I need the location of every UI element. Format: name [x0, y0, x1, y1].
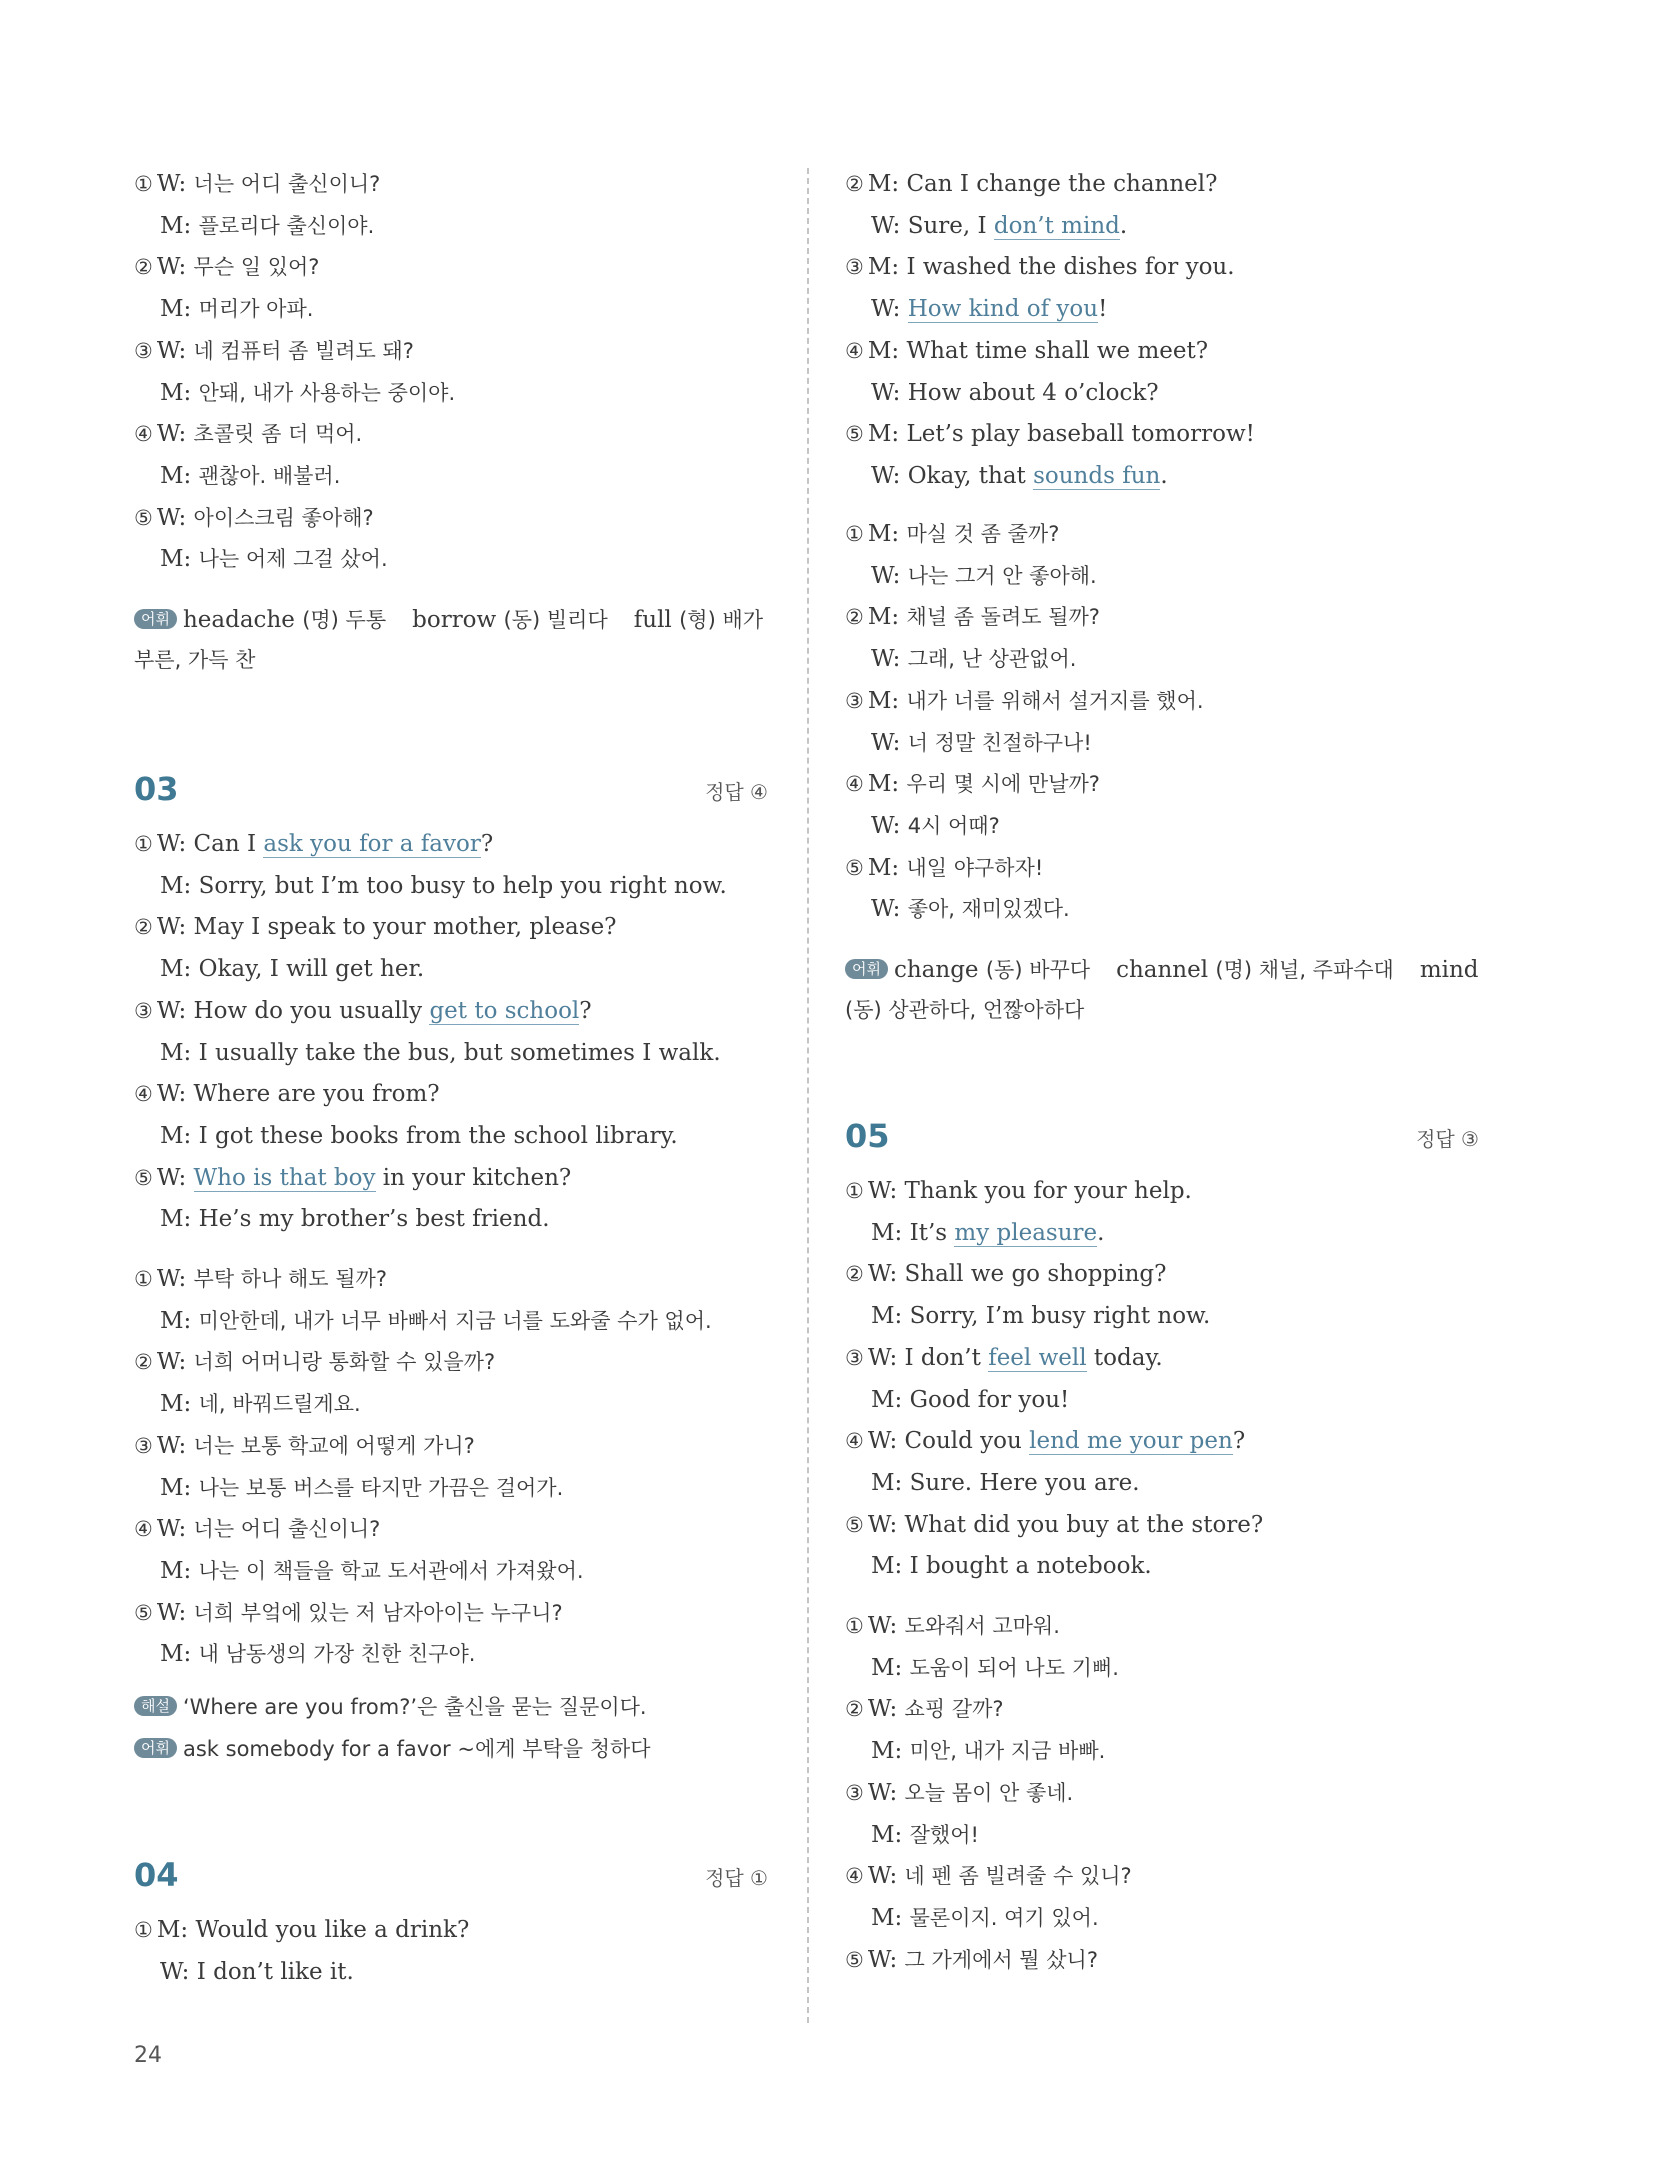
line-text: 괜찮아. 배불러.	[198, 463, 341, 488]
speaker-label: W:	[156, 914, 194, 941]
item-number: ⑤	[845, 855, 864, 880]
line-text: 우리 몇 시에 만날까?	[906, 772, 1100, 797]
speaker-label: W:	[156, 1081, 194, 1108]
speaker-label: M:	[871, 1469, 910, 1496]
line-text: 마실 것 좀 줄까?	[906, 522, 1060, 546]
dialogue-line	[134, 1263, 387, 1295]
line-text: 초콜릿 좀 더 먹어.	[193, 422, 363, 447]
line-text: What time shall we meet?	[906, 337, 1209, 364]
explanation-tag: 해설	[134, 1696, 177, 1716]
line-text: in your kitchen?	[375, 1164, 572, 1191]
speaker-label: M:	[867, 687, 907, 714]
line-text: I washed the dishes for you.	[906, 254, 1235, 281]
dialogue-line	[134, 1430, 475, 1462]
item-number: ④	[134, 422, 153, 447]
speaker-label: M:	[867, 854, 907, 881]
part-of-speech: (형)	[679, 608, 723, 632]
item-number: ②	[134, 915, 153, 940]
vocabulary-tag: 어휘	[134, 609, 177, 629]
speaker-label: M:	[160, 212, 199, 239]
line-text: 머리가 아파.	[198, 297, 314, 322]
dialogue-line	[845, 601, 1100, 633]
line-text: Sure, I	[907, 212, 994, 239]
line-text: Okay, I will get her.	[198, 956, 425, 983]
speaker-label: M:	[160, 1122, 199, 1149]
line-text: !	[1098, 296, 1108, 323]
item-number: ②	[845, 605, 864, 630]
line-text: 안돼, 내가 사용하는 중이야.	[198, 380, 456, 405]
speaker-label: M:	[867, 604, 907, 631]
line-text: .	[1160, 462, 1168, 489]
dialogue-line	[871, 893, 1070, 925]
speaker-label: W:	[867, 1863, 905, 1890]
line-text: Okay, that	[907, 462, 1034, 489]
line-text: Can I	[193, 831, 264, 857]
speaker-label: W:	[156, 254, 194, 281]
speaker-label: W:	[156, 1164, 194, 1191]
answer-blank: sounds fun	[1033, 462, 1161, 489]
dialogue-line	[134, 1346, 495, 1378]
item-number: ①	[134, 1267, 153, 1291]
dialogue-line	[160, 210, 374, 242]
line-text: 미안한데, 내가 너무 바빠서 지금 너를 도와줄 수가 없어.	[198, 1308, 712, 1333]
section-number: 05	[845, 1117, 890, 1155]
line-text: 도와줘서 고마워.	[904, 1614, 1060, 1638]
line-text: I got these books from the school library.	[198, 1122, 678, 1149]
line-text: 잘했어!	[909, 1822, 979, 1847]
vocabulary-text: ask somebody for a favor ~에게 부탁을 청하다	[182, 1737, 651, 1761]
dialogue-line	[845, 1860, 1132, 1892]
line-text: I don’t like it.	[196, 1958, 354, 1985]
vocab-meaning: 상관하다, 언짢아하다	[888, 998, 1085, 1022]
dialogue-line	[845, 852, 1043, 884]
line-text: 너는 어디 출신이니?	[193, 172, 381, 196]
speaker-label: M:	[867, 337, 907, 364]
item-number: ⑤	[845, 1512, 864, 1537]
dialogue-line	[871, 560, 1097, 592]
line-text: 너는 보통 학교에 어떻게 가니?	[193, 1433, 475, 1458]
speaker-label: M:	[871, 1386, 910, 1413]
speaker-label: M:	[160, 462, 199, 489]
answer-label: 정답 ③	[1416, 1127, 1479, 1151]
speaker-label: W:	[867, 1511, 905, 1538]
speaker-label: M:	[160, 1039, 199, 1066]
speaker-label: M:	[160, 296, 199, 323]
vocab-word: headache	[182, 607, 303, 633]
line-text: today.	[1086, 1344, 1163, 1371]
dialogue-line	[871, 1819, 979, 1851]
vocabulary-tag: 어휘	[845, 959, 888, 979]
dialogue-line	[845, 1342, 1163, 1374]
dialogue-line	[134, 1513, 380, 1545]
section-05-header	[845, 1117, 1479, 1157]
line-text: 나는 이 책들을 학교 도서관에서 가져왔어.	[198, 1558, 584, 1583]
line-text: Could you	[904, 1428, 1030, 1455]
dialogue-line	[160, 1120, 678, 1152]
line-text: 무슨 일 있어?	[193, 255, 320, 280]
speaker-label: M:	[160, 379, 199, 406]
speaker-label: M:	[871, 1821, 910, 1848]
speaker-label: W:	[871, 379, 908, 406]
dialogue-line	[871, 1735, 1105, 1767]
line-text: 네 펜 좀 빌려줄 수 있니?	[904, 1864, 1132, 1889]
line-text: 미안, 내가 지금 바빠.	[909, 1739, 1106, 1764]
dialogue-line	[134, 1597, 563, 1629]
speaker-label: W:	[871, 462, 908, 489]
answer-label: 정답 ④	[705, 780, 768, 804]
vocabulary-note-line	[134, 600, 768, 680]
line-text: Thank you for your help.	[904, 1178, 1192, 1204]
item-number: ④	[845, 772, 864, 797]
line-text: 오늘 몸이 안 좋네.	[904, 1780, 1074, 1805]
line-text: 부탁 하나 해도 될까?	[193, 1267, 387, 1291]
line-text: 플로리다 출신이야.	[198, 213, 375, 238]
speaker-label: W:	[871, 562, 908, 589]
dialogue-line	[845, 1258, 1166, 1290]
line-text: I don’t	[904, 1344, 989, 1371]
speaker-label: W:	[867, 1261, 905, 1288]
line-text: 도움이 되어 나도 기뻐.	[909, 1655, 1119, 1680]
dialogue-line	[160, 1203, 550, 1235]
speaker-label: W:	[156, 1349, 194, 1376]
section-04-header	[134, 1856, 768, 1896]
section-03-header	[134, 770, 768, 810]
dialogue-line	[160, 460, 340, 492]
speaker-label: W:	[156, 1266, 194, 1292]
line-text: 물론이지. 여기 있어.	[909, 1905, 1099, 1930]
explanation-text: ‘Where are you from?’은 출신을 묻는 질문이다.	[182, 1695, 647, 1719]
item-number: ①	[134, 1918, 153, 1942]
dialogue-line	[871, 1300, 1210, 1332]
dialogue-line	[871, 1652, 1119, 1684]
item-number: ④	[845, 338, 864, 363]
line-text: Sure. Here you are.	[909, 1469, 1140, 1496]
speaker-label: W:	[871, 296, 908, 323]
dialogue-line	[160, 953, 424, 985]
item-number: ②	[845, 1262, 864, 1287]
answer-label: 정답 ①	[705, 1866, 768, 1890]
speaker-label: M:	[156, 1917, 196, 1943]
dialogue-line	[134, 1914, 469, 1946]
speaker-label: W:	[160, 1958, 197, 1985]
speaker-label: M:	[160, 956, 199, 983]
part-of-speech: (동)	[503, 608, 547, 632]
line-text: 그 가게에서 뭘 샀니?	[904, 1947, 1098, 1972]
vocabulary-note	[134, 1733, 651, 1765]
dialogue-line	[871, 810, 1000, 842]
speaker-label: M:	[160, 872, 199, 899]
dialogue-line	[134, 418, 362, 450]
dialogue-line	[845, 1425, 1245, 1457]
item-number: ②	[134, 255, 153, 280]
dialogue-line	[845, 251, 1235, 283]
item-number: ①	[845, 1179, 864, 1203]
speaker-label: W:	[156, 997, 194, 1024]
line-text: 너는 어디 출신이니?	[193, 1517, 381, 1542]
item-number: ③	[134, 998, 153, 1023]
answer-blank: feel well	[988, 1344, 1087, 1371]
line-text: Sorry, but I’m too busy to help you right now.	[198, 872, 727, 899]
speaker-label: W:	[156, 171, 194, 197]
dialogue-line	[871, 460, 1168, 492]
dialogue-line	[871, 1550, 1152, 1582]
speaker-label: M:	[160, 1474, 199, 1501]
section-number: 04	[134, 1856, 179, 1894]
dialogue-line	[160, 1472, 563, 1504]
speaker-label: W:	[871, 729, 908, 756]
item-number: ③	[845, 1780, 864, 1805]
speaker-label: M:	[871, 1219, 910, 1246]
speaker-label: W:	[867, 1946, 905, 1973]
speaker-label: M:	[160, 1206, 199, 1233]
speaker-label: M:	[867, 254, 907, 281]
part-of-speech: (명)	[1215, 958, 1259, 982]
dialogue-line	[871, 727, 1092, 759]
vocab-word: full	[633, 607, 680, 633]
line-text: 네 컴퓨터 좀 빌려도 돼?	[193, 338, 414, 363]
speaker-label: M:	[160, 1641, 199, 1668]
item-number: ①	[845, 522, 864, 546]
speaker-label: W:	[867, 1779, 905, 1806]
dialogue-line	[160, 543, 388, 575]
item-number: ④	[845, 1864, 864, 1889]
item-number: ②	[845, 1697, 864, 1722]
line-text: 그래, 난 상관없어.	[907, 647, 1077, 672]
dialogue-line	[160, 1388, 361, 1420]
item-number: ④	[134, 1082, 153, 1107]
line-text: ?	[1232, 1428, 1246, 1455]
speaker-label: W:	[156, 1599, 194, 1626]
line-text: Shall we go shopping?	[904, 1261, 1167, 1288]
vocabulary-note-line	[845, 950, 1479, 1030]
line-text: I usually take the bus, but sometimes I walk.	[198, 1039, 721, 1066]
line-text: How do you usually	[193, 997, 430, 1024]
part-of-speech: (동)	[845, 998, 889, 1022]
item-number: ①	[845, 1614, 864, 1638]
line-text: ?	[579, 997, 592, 1024]
dialogue-line	[160, 1305, 712, 1337]
dialogue-line	[845, 518, 1059, 550]
dialogue-line	[160, 293, 313, 325]
answer-blank: How kind of you	[907, 296, 1099, 323]
item-number: ④	[134, 1517, 153, 1542]
speaker-label: W:	[156, 337, 194, 364]
speaker-label: W:	[156, 831, 194, 857]
line-text: Sorry, I’m busy right now.	[909, 1303, 1211, 1330]
speaker-label: M:	[871, 1904, 910, 1931]
explanation-note	[134, 1691, 647, 1723]
line-text: 아이스크림 좋아해?	[193, 505, 374, 530]
item-number: ③	[845, 255, 864, 280]
line-text: What did you buy at the store?	[904, 1511, 1264, 1538]
vocabulary-tag: 어휘	[134, 1738, 177, 1758]
vocab-word: borrow	[412, 607, 504, 633]
speaker-label: W:	[871, 896, 908, 923]
dialogue-line	[845, 1944, 1098, 1976]
line-text: 너희 어머니랑 통화할 수 있을까?	[193, 1350, 496, 1375]
dialogue-line	[845, 1777, 1073, 1809]
dialogue-line	[845, 1610, 1060, 1642]
item-number: ⑤	[845, 422, 864, 447]
speaker-label: W:	[871, 812, 908, 839]
dialogue-line	[845, 768, 1100, 800]
line-text: 채널 좀 돌려도 될까?	[906, 605, 1100, 630]
dialogue-line	[871, 1384, 1069, 1416]
speaker-label: M:	[160, 1391, 199, 1418]
answer-blank: get to school	[429, 997, 580, 1024]
line-text: Would you like a drink?	[195, 1917, 470, 1943]
speaker-label: W:	[871, 212, 908, 239]
line-text: 나는 그거 안 좋아해.	[907, 563, 1097, 588]
line-text: .	[1097, 1219, 1105, 1246]
speaker-label: W:	[156, 1516, 194, 1543]
speaker-label: M:	[160, 546, 199, 573]
line-text: ?	[480, 831, 494, 857]
line-text: 내일 야구하자!	[906, 855, 1044, 880]
line-text: It’s	[909, 1219, 955, 1246]
section-number: 03	[134, 770, 179, 808]
dialogue-line	[845, 418, 1255, 450]
dialogue-line	[134, 1078, 440, 1110]
dialogue-line	[871, 643, 1076, 675]
line-text: How about 4 o’clock?	[907, 379, 1159, 406]
speaker-label: W:	[867, 1428, 905, 1455]
dialogue-line	[160, 1555, 584, 1587]
speaker-label: M:	[871, 1553, 910, 1580]
dialogue-line	[845, 335, 1208, 367]
item-number: ②	[845, 172, 864, 196]
dialogue-line	[871, 1467, 1140, 1499]
vocab-meaning: 바꾸다	[1029, 958, 1091, 982]
answer-blank: lend me your pen	[1029, 1428, 1233, 1455]
line-text: 내 남동생의 가장 친한 친구야.	[198, 1642, 476, 1667]
line-text: 나는 어제 그걸 샀어.	[198, 547, 388, 572]
dialogue-line	[134, 168, 380, 200]
item-number: ⑤	[134, 1600, 153, 1625]
item-number: ②	[134, 1350, 153, 1375]
item-number: ③	[134, 338, 153, 363]
line-text: 너희 부엌에 있는 저 남자아이는 누구니?	[193, 1600, 563, 1625]
dialogue-line	[134, 335, 414, 367]
dialogue-line	[845, 1175, 1192, 1207]
dialogue-line	[871, 1217, 1104, 1249]
line-text: May I speak to your mother, please?	[193, 914, 617, 941]
line-text: Can I change the channel?	[906, 171, 1218, 197]
vocab-meaning: 빌리다	[546, 608, 608, 632]
item-number: ①	[134, 172, 153, 196]
part-of-speech: (명)	[302, 608, 346, 632]
dialogue-line	[871, 210, 1127, 242]
speaker-label: M:	[871, 1303, 910, 1330]
dialogue-line	[871, 377, 1159, 409]
answer-blank: my pleasure	[954, 1219, 1098, 1246]
item-number: ⑤	[134, 505, 153, 530]
speaker-label: W:	[156, 421, 194, 448]
speaker-label: W:	[867, 1178, 905, 1204]
item-number: ③	[845, 1345, 864, 1370]
line-text: 내가 너를 위해서 설거지를 했어.	[906, 688, 1204, 713]
dialogue-line	[871, 1902, 1099, 1934]
speaker-label: M:	[871, 1654, 910, 1681]
dialogue-line	[871, 293, 1107, 325]
line-text: 좋아, 재미있겠다.	[907, 897, 1070, 922]
column-divider	[807, 168, 809, 2023]
line-text: 나는 보통 버스를 타지만 가끔은 걸어가.	[198, 1475, 564, 1500]
item-number: ⑤	[134, 1165, 153, 1190]
item-number: ④	[845, 1429, 864, 1454]
speaker-label: M:	[867, 771, 907, 798]
answer-blank: Who is that boy	[193, 1164, 376, 1191]
vocab-meaning: 채널, 주파수대	[1258, 958, 1394, 982]
line-text: 너 정말 친절하구나!	[907, 730, 1092, 755]
line-text: Let’s play baseball tomorrow!	[906, 421, 1255, 448]
item-number: ③	[134, 1433, 153, 1458]
dialogue-line	[134, 502, 374, 534]
line-text: .	[1119, 212, 1128, 239]
dialogue-line	[160, 377, 455, 409]
dialogue-line	[134, 828, 493, 860]
speaker-label: W:	[867, 1696, 905, 1723]
speaker-label: M:	[867, 171, 907, 197]
line-text: He’s my brother’s best friend.	[198, 1206, 550, 1233]
dialogue-line	[160, 1037, 721, 1069]
line-text: 네, 바꿔드릴게요.	[198, 1392, 361, 1417]
page-number: 24	[134, 2043, 162, 2068]
dialogue-line	[160, 1956, 354, 1988]
vocab-word: channel	[1116, 957, 1216, 983]
vocab-meaning: 두통	[345, 608, 387, 632]
dialogue-line	[845, 168, 1217, 200]
line-text: Good for you!	[909, 1386, 1070, 1413]
item-number: ⑤	[845, 1947, 864, 1972]
answer-blank: ask you for a favor	[263, 831, 481, 857]
item-number: ①	[134, 832, 153, 856]
answer-blank: don’t mind	[993, 212, 1120, 239]
speaker-label: W:	[871, 646, 908, 673]
dialogue-line	[845, 1693, 1004, 1725]
line-text: Where are you from?	[193, 1081, 440, 1108]
speaker-label: W:	[867, 1613, 905, 1639]
vocab-meaning: 배가 부른, 가득 찬	[134, 608, 764, 672]
speaker-label: W:	[156, 504, 194, 531]
dialogue-line	[134, 911, 617, 943]
speaker-label: W:	[156, 1432, 194, 1459]
speaker-label: W:	[867, 1344, 905, 1371]
dialogue-line	[160, 1638, 475, 1670]
line-text: I bought a notebook.	[909, 1553, 1152, 1580]
item-number: ③	[845, 688, 864, 713]
speaker-label: M:	[160, 1557, 199, 1584]
speaker-label: M:	[867, 521, 907, 547]
line-text: 4시 어때?	[907, 813, 1000, 838]
dialogue-line	[160, 870, 727, 902]
line-text: 쇼핑 갈까?	[904, 1697, 1004, 1722]
vocab-word: mind	[1419, 957, 1479, 983]
speaker-label: M:	[867, 421, 907, 448]
dialogue-line	[845, 1509, 1263, 1541]
dialogue-line	[134, 995, 592, 1027]
part-of-speech: (동)	[985, 958, 1030, 982]
speaker-label: M:	[160, 1307, 199, 1334]
dialogue-line	[845, 685, 1204, 717]
speaker-label: M:	[871, 1738, 910, 1765]
dialogue-line	[134, 251, 319, 283]
vocab-word: change	[893, 957, 986, 983]
dialogue-line	[134, 1162, 571, 1194]
